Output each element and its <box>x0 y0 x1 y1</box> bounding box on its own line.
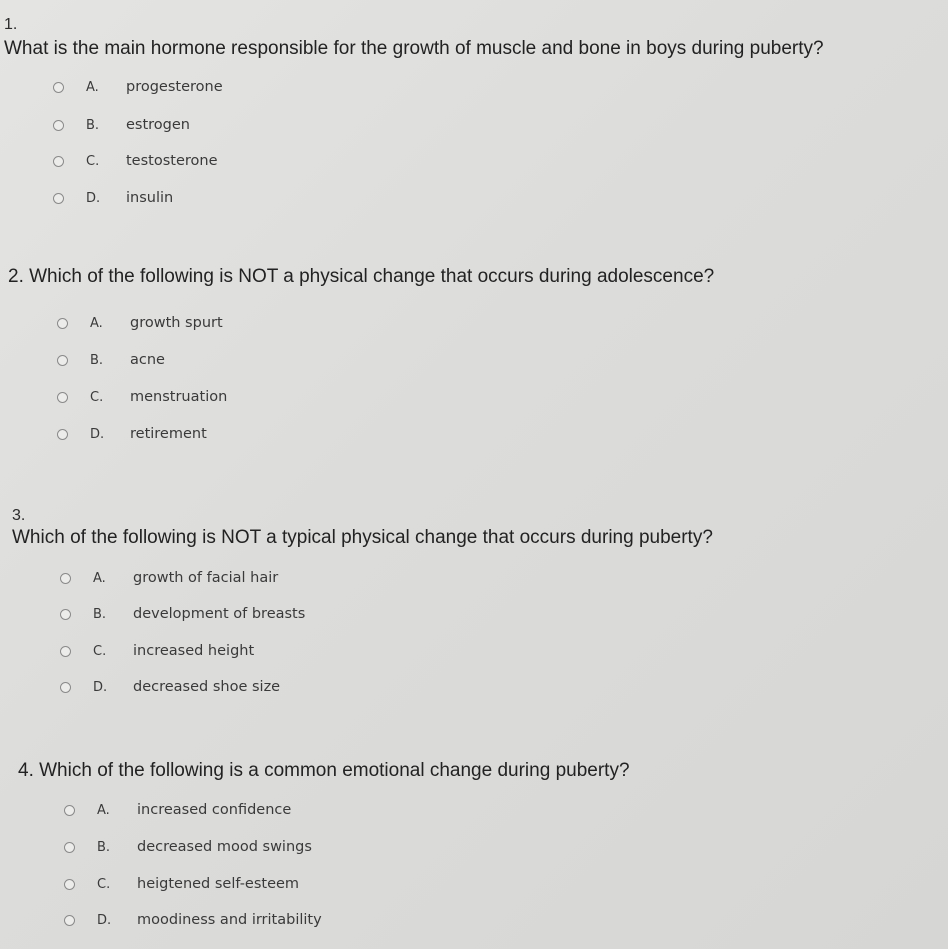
option-c[interactable] <box>64 874 299 894</box>
question-2 <box>8 266 714 288</box>
option-text: heigtened self-esteem <box>137 876 300 892</box>
option-text: retirement <box>130 426 207 442</box>
question-1 <box>4 16 824 60</box>
option-c[interactable] <box>60 641 254 661</box>
radio-button[interactable] <box>60 609 71 620</box>
question-text: Which of the following is NOT a typical physical change that occurs during puberty? <box>12 527 713 548</box>
option-text: growth of facial hair <box>133 570 279 586</box>
option-text: testosterone <box>126 153 218 169</box>
option-a[interactable] <box>53 77 223 97</box>
option-letter: C. <box>93 643 107 659</box>
option-a[interactable] <box>57 313 223 333</box>
option-letter: A. <box>86 79 99 95</box>
option-text: progesterone <box>126 79 223 95</box>
option-d[interactable] <box>64 910 322 930</box>
radio-button[interactable] <box>53 156 64 167</box>
question-3 <box>12 507 713 549</box>
radio-button[interactable] <box>64 879 75 890</box>
option-b[interactable] <box>57 350 165 370</box>
radio-button[interactable] <box>64 842 75 853</box>
question-text: 4. Which of the following is a common emotional change during puberty? <box>18 760 630 781</box>
option-b[interactable] <box>60 604 305 624</box>
option-letter: B. <box>97 839 111 855</box>
option-a[interactable] <box>60 568 278 588</box>
option-d[interactable] <box>57 424 207 444</box>
question-text: 2. Which of the following is NOT a physical change that occurs during adolescence? <box>8 266 715 287</box>
option-text: acne <box>130 352 165 368</box>
option-b[interactable] <box>64 837 312 857</box>
radio-button[interactable] <box>57 355 68 366</box>
option-text: increased height <box>133 643 255 659</box>
option-letter: A. <box>93 570 106 586</box>
option-d[interactable] <box>60 677 280 697</box>
option-text: menstruation <box>130 389 228 405</box>
question-number: 3. <box>12 507 26 524</box>
option-text: decreased mood swings <box>137 839 312 855</box>
option-letter: B. <box>86 117 100 133</box>
option-text: estrogen <box>126 117 190 133</box>
option-letter: C. <box>86 153 100 169</box>
radio-button[interactable] <box>57 429 68 440</box>
option-text: moodiness and irritability <box>137 912 322 928</box>
option-letter: B. <box>93 606 107 622</box>
option-letter: A. <box>97 802 110 818</box>
option-letter: C. <box>90 389 104 405</box>
radio-button[interactable] <box>64 915 75 926</box>
option-letter: D. <box>93 679 108 695</box>
option-letter: C. <box>97 876 111 892</box>
option-letter: A. <box>90 315 103 331</box>
radio-button[interactable] <box>53 193 64 204</box>
option-text: insulin <box>126 190 174 206</box>
option-letter: D. <box>86 190 101 206</box>
radio-button[interactable] <box>57 392 68 403</box>
option-a[interactable] <box>64 800 291 820</box>
question-4 <box>18 760 630 782</box>
radio-button[interactable] <box>53 120 64 131</box>
option-c[interactable] <box>57 387 227 407</box>
option-letter: B. <box>90 352 104 368</box>
radio-button[interactable] <box>60 682 71 693</box>
radio-button[interactable] <box>60 646 71 657</box>
radio-button[interactable] <box>60 573 71 584</box>
option-text: growth spurt <box>130 315 223 331</box>
radio-button[interactable] <box>53 82 64 93</box>
option-text: development of breasts <box>133 606 306 622</box>
option-letter: D. <box>90 426 105 442</box>
question-number: 1. <box>4 16 18 33</box>
option-letter: D. <box>97 912 112 928</box>
radio-button[interactable] <box>64 805 75 816</box>
option-c[interactable] <box>53 151 218 171</box>
option-text: decreased shoe size <box>133 679 281 695</box>
option-d[interactable] <box>53 188 173 208</box>
option-b[interactable] <box>53 115 190 135</box>
option-text: increased confidence <box>137 802 292 818</box>
question-text: What is the main hormone responsible for the growth of muscle and bone in boys during puberty? <box>4 38 824 59</box>
radio-button[interactable] <box>57 318 68 329</box>
